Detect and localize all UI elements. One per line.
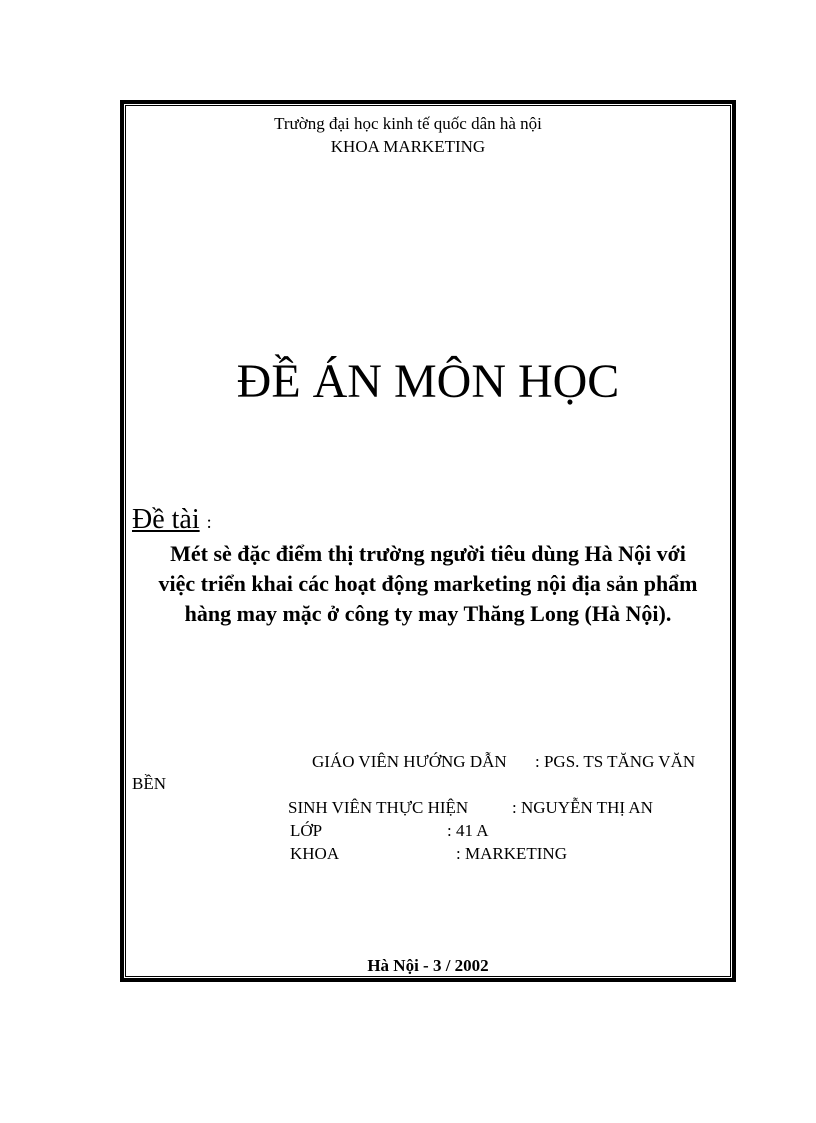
topic-label <box>132 503 212 539</box>
faculty-name: KHOA MARKETING <box>330 137 486 156</box>
topic-label-colon: : <box>206 512 212 532</box>
date-footer: Hà Nội - 3 / 2002 <box>367 956 489 975</box>
document-title: ĐỀ ÁN MÔN HỌC <box>236 355 620 408</box>
supervisor-value: : PGS. TS TĂNG VĂN <box>535 752 696 771</box>
topic-line-1: Mét sè đặc điểm thị trường người tiêu dùng Hà Nội với <box>170 541 686 566</box>
class-label: LỚP <box>290 821 323 840</box>
topic-line-2: việc triển khai các hoạt động marketing nội địa sản phẩm <box>158 571 698 596</box>
topic-line-3: hàng may mặc ở công ty may Thăng Long (Hà Nội). <box>184 601 672 626</box>
supervisor-wrap: BỀN <box>132 774 166 793</box>
university-name: Trường đại học kinh tế quốc dân hà nội <box>274 114 542 133</box>
class-value: : 41 A <box>447 821 489 840</box>
supervisor-label: GIÁO VIÊN HƯỚNG DẪN <box>312 752 507 771</box>
student-value: : NGUYỄN THỊ AN <box>512 798 653 817</box>
topic-label-text: Đề tài <box>132 504 200 535</box>
student-label: SINH VIÊN THỰC HIỆN <box>288 798 469 817</box>
faculty-label: KHOA <box>290 844 340 863</box>
faculty-value: : MARKETING <box>456 844 567 863</box>
